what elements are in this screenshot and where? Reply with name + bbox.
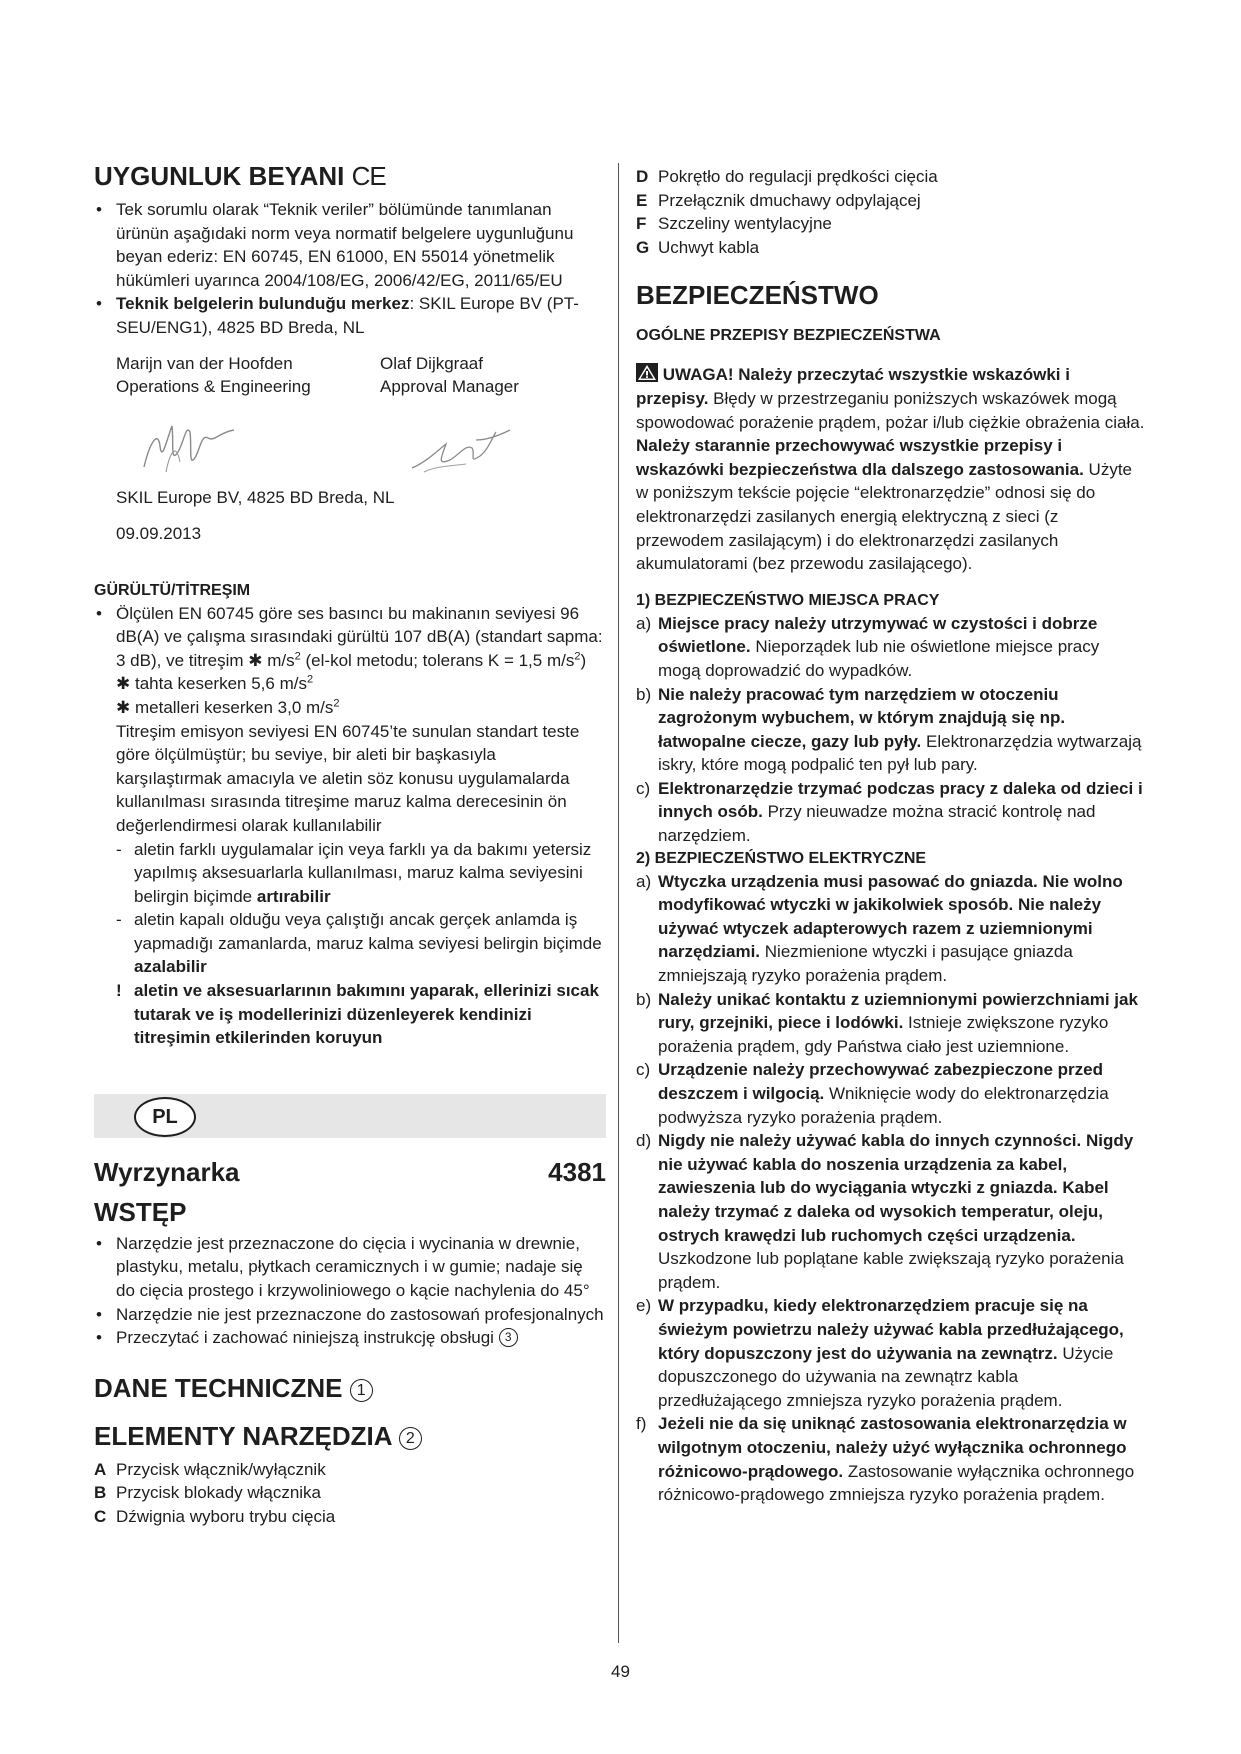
conformity-address: SKIL Europe BV, 4825 BD Breda, NL xyxy=(116,487,395,507)
conformity-title: UYGUNLUK BEYANI CE xyxy=(94,161,386,191)
workplace-rule-c: c) Elektronarzędzie trzymać podczas pracy z daleka od dzieci i innych osób. Przy nieuwadze można stracić kontrolę nad narzędziem. xyxy=(636,778,1143,846)
left-column xyxy=(94,160,606,1529)
signature-2-image xyxy=(406,422,516,482)
electrical-rule-b: b) Należy unikać kontaktu z uziemnionymi powierzchniami jak rury, grzejniki, piece i lodówki. Istnieje zwiększone ryzyko porażenia prądem, gdy Państwa ciało jest uziemnione. xyxy=(636,989,1138,1056)
vibration-protection: ! aletin ve aksesuarlarının bakımını yaparak, ellerinizi sıcak tutarak ve iş modellerinizi düzenleyerek kendinizi titreşimin etkilerinden koruyun xyxy=(116,981,599,1048)
right-column xyxy=(636,165,1146,1507)
element-item: C Dźwignia wyboru trybu cięcia xyxy=(94,1507,336,1526)
product-code: 4381 xyxy=(548,1156,606,1187)
elements-title: ELEMENTY NARZĘDZIA 2 xyxy=(94,1420,606,1452)
noise-measurement: • Ölçülen EN 60745 göre ses basıncı bu makinanın seviyesi 96 dB(A) ve çalışma sırasındaki gürültü 107 dB(A) (standart sapma: 3 dB), ve titreşim ✱ $m/s^2$ (el-kol metodu; tolerans K = 1,5 $m/s^2$) xyxy=(96,603,603,670)
conformity-statement: • Tek sorumlu olarak “Teknik veriler” bölümünde tanımlanan ürünün aşağıdaki norm veya normatif belgelere uygunluğunu beyan ederiz: EN 60745, EN 61000, EN 55014 yönetmelik hükümleri uyarınca 2004/108/EG, 2006/42/EG, 2011/65/EU xyxy=(96,200,574,290)
workplace-safety-heading: 1) BEZPIECZEŃSTWO MIEJSCA PRACY xyxy=(636,591,940,609)
electrical-rule-e: e) W przypadku, kiedy elektronarzędziem pracuje się na świeżym powietrzu należy używać kabla przedłużającego, który dopuszczony jest do używania na zewnątrz. Użycie dopuszczonego do używania na zewnątrz kabla przedłużającego zmniejsza ryzyko porażenia prądem. xyxy=(636,1296,1124,1410)
technical-docs-location: • Teknik belgelerin bulunduğu merkez: SKIL Europe BV (PT-SEU/ENG1), 4825 BD Breda, NL xyxy=(96,294,579,337)
column-divider xyxy=(618,163,619,1643)
noise-wood: ✱ tahta keserken 5,6 $m/s^2$ xyxy=(116,673,314,694)
electrical-rule-f: f) Jeżeli nie da się uniknąć zastosowania elektronarzędzia w wilgotnym otoczeniu, należy użyć wyłącznika ochronnego różnicowo-prądowego. Zastosowanie wyłącznika ochronnego różnicowo-prądowego zmniejsza ryzyko porażenia prądem. xyxy=(636,1414,1135,1505)
signature-1-image xyxy=(136,412,246,482)
electrical-rule-c: c) Urządzenie należy przechowywać zabezpieczone przed deszczem i wilgocią. Wniknięcie wody do elektronarzędzia podwyższa ryzyko porażenia prądem. xyxy=(636,1060,1109,1127)
conformity-date: 09.09.2013 xyxy=(116,523,202,543)
figure-ref-3: 3 xyxy=(499,1328,518,1347)
ce-mark: CE xyxy=(351,161,386,191)
element-item: G Uchwyt kabla xyxy=(636,237,760,257)
intro-item-3: • Przeczytać i zachować niniejszą instrukcję obsługi 3 xyxy=(94,1326,606,1350)
figure-ref-2: 2 xyxy=(399,1427,422,1450)
element-item: A Przycisk włącznik/wyłącznik xyxy=(94,1459,326,1479)
intro-item-2: • Narzędzie nie jest przeznaczone do zastosowań profesjonalnych xyxy=(96,1304,604,1324)
signature-block xyxy=(116,352,606,552)
vibration-decrease: - aletin kapalı olduğu veya çalıştığı ancak gerçek anlamda iş yapmadığı zamanlarda, maruz kalma seviyesi belirgin biçimde azalabilir xyxy=(116,910,602,977)
language-band xyxy=(94,1094,606,1138)
intro-title: WSTĘP xyxy=(94,1196,187,1227)
electrical-rule-a: a) Wtyczka urządzenia musi pasować do gniazda. Nie wolno modyfikować wtyczki w jakikolwiek sposób. Nie należy używać wtyczek adapterowych razem z uziemnionymi narzędziami. Niezmienione wtyczki i pasujące gniazda zmniejszają ryzyko porażenia prądem. xyxy=(636,871,1123,986)
intro-item-1: • Narzędzie jest przeznaczone do cięcia i wycinania w drewnie, plastyku, metalu, płytkach ceramicznych i w gumie; nadaje się do cięcia prostego i krzywoliniowego o kącie nachylenia do 45° xyxy=(96,1233,590,1301)
language-badge: PL xyxy=(134,1097,196,1137)
noise-metal: ✱ metalleri keserken 3,0 $m/s^2$ xyxy=(116,697,340,717)
noise-heading: GÜRÜLTÜ/TİTREŞIM xyxy=(94,581,251,599)
signer1-title: Operations & Engineering xyxy=(116,377,311,397)
vibration-increase: - aletin farklı uygulamalar için veya farklı ya da bakımı yetersiz yapılmış aksesuarlarla kullanılması, maruz kalma seviyesini belirgin biçimde artırabilir xyxy=(116,839,592,906)
figure-ref-1: 1 xyxy=(350,1379,373,1402)
product-name: Wyrzynarka xyxy=(94,1156,240,1187)
element-item: B Przycisk blokady włącznika xyxy=(94,1483,322,1503)
page-number: 49 xyxy=(611,1662,630,1681)
workplace-rule-a: a) Miejsce pracy należy utrzymywać w czystości i dobrze oświetlone. Nieporządek lub nie oświetlone miejsce pracy mogą doprowadzić do wypadków. xyxy=(636,613,1100,680)
safety-title: BEZPIECZEŃSTWO xyxy=(636,280,879,311)
tech-data-title: DANE TECHNICZNE 1 xyxy=(94,1372,606,1404)
vibration-emission: Titreşim emisyon seviyesi EN 60745’te sunulan standart teste göre ölçülmüştür; bu seviye, bir aleti bir başkasıyla karşılaştırmak amacıyla ve aletin söz konusu uygulamalarda kullanılması sırasında titreşime maruz kalma derecesinin ön değerlendirmesi olarak kullanılabilir xyxy=(116,721,580,835)
warning-icon xyxy=(636,363,658,382)
general-warning: UWAGA! Należy przeczytać wszystkie wskazówki i przepisy. Błędy w przestrzeganiu poniższych wskazówek mogą spowodować porażenie prądem, pożar i/lub ciężkie obrażenia ciała. Należy starannie przechowywać wszystkie przepisy i wskazówki bezpieczeństwa dla dalszego zastosowania. Użyte w poniższym tekście pojęcie “elektronarzędzie” odnosi się do elektronarzędzi zasilanych energią elektryczną z sieci (z przewodem zasilającym) i do elektronarzędzi zasilanych akumulatorami (bez przewodu zasilającego). xyxy=(636,365,1145,574)
workplace-rule-b: b) Nie należy pracować tym narzędziem w otoczeniu zagrożonym wybuchem, w którym znajdują się np. łatwopalne ciecze, gazy lub pyły. Elektronarzędzia wytwarzają iskry, które mogą podpalić ten pył lub pary. xyxy=(636,684,1142,775)
element-item: D Pokrętło do regulacji prędkości cięcia xyxy=(636,167,938,186)
element-item: E Przełącznik dmuchawy odpylającej xyxy=(636,190,921,210)
electrical-safety-heading: 2) BEZPIECZEŃSTWO ELEKTRYCZNE xyxy=(636,849,927,867)
product-header xyxy=(94,1156,606,1188)
general-safety-heading: OGÓLNE PRZEPISY BEZPIECZEŃSTWA xyxy=(636,327,941,345)
element-item: F Szczeliny wentylacyjne xyxy=(636,214,832,234)
signer2-title: Approval Manager xyxy=(380,377,519,397)
signer1-name: Marijn van der Hoofden xyxy=(116,353,293,373)
signer2-name: Olaf Dijkgraaf xyxy=(380,353,483,373)
electrical-rule-d: d) Nigdy nie należy używać kabla do innych czynności. Nigdy nie używać kabla do noszenia urządzenia za kabel, zawieszenia lub do wyciągania wtyczki z gniazda. Kabel należy trzymać z daleka od wysokich temperatur, oleju, ostrych krawędzi lub ruchomych części urządzenia. Uszkodzone lub poplątane kable zwiększają ryzyko porażenia prądem. xyxy=(636,1131,1134,1292)
